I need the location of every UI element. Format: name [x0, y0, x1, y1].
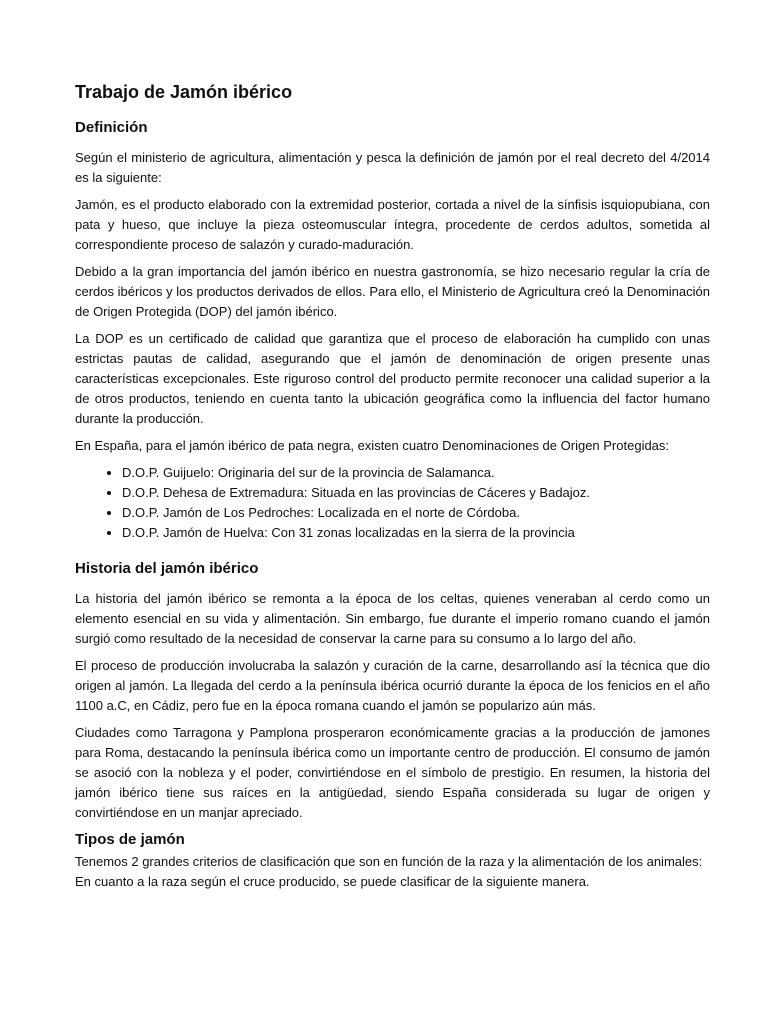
paragraph: Debido a la gran importancia del jamón ibérico en nuestra gastronomía, se hizo necesario regular la cría de cerdos ibéricos y los productos derivados de ellos. Para ello, el Ministerio de Agricultura creó la Denominación de Origen Protegida (DOP) del jamón ibérico.	[75, 264, 710, 319]
paragraph: La historia del jamón ibérico se remonta a la época de los celtas, quienes veneraban al cerdo como un elemento esencial en su vida y alimentación. Sin embargo, fue durante el imperio romano cuando el jamón surgió como resultado de la necesidad de conservar la carne para su consumo a lo largo del año.	[75, 591, 710, 646]
section-heading-historia: Historia del jamón ibérico	[75, 560, 259, 577]
dop-list	[75, 463, 710, 543]
document-title: Trabajo de Jamón ibérico	[75, 82, 293, 102]
list-item: • D.O.P. Jamón de Huelva: Con 31 zonas localizadas en la sierra de la provincia	[122, 523, 710, 543]
section-heading-tipos: Tipos de jamón	[75, 831, 185, 848]
paragraph: En cuanto a la raza según el cruce producido, se puede clasificar de la siguiente manera.	[75, 874, 590, 889]
paragraph: En España, para el jamón ibérico de pata negra, existen cuatro Denominaciones de Origen Protegidas:	[75, 438, 670, 453]
list-item: • D.O.P. Jamón de Los Pedroches: Localizada en el norte de Córdoba.	[122, 503, 710, 523]
list-item: • D.O.P. Guijuelo: Originaria del sur de la provincia de Salamanca.	[122, 463, 710, 483]
paragraph: Según el ministerio de agricultura, alimentación y pesca la definición de jamón por el real decreto del 4/2014 es la siguiente:	[75, 150, 710, 185]
paragraph: Ciudades como Tarragona y Pamplona prosperaron económicamente gracias a la producción de jamones para Roma, destacando la península ibérica como un importante centro de producción. El consumo de jamón se asoció con la nobleza y el poder, convirtiéndose en el símbolo de prestigio. En resumen, la historia del jamón ibérico tiene sus raíces en la antigüedad, siendo España considerada su lugar de origen y convirtiéndose en un manjar apreciado.	[75, 725, 710, 820]
paragraph: Tenemos 2 grandes criterios de clasificación que son en función de la raza y la alimentación de los animales:	[75, 854, 703, 869]
section-heading-definicion: Definición	[75, 119, 148, 136]
list-item: • D.O.P. Dehesa de Extremadura: Situada en las provincias de Cáceres y Badajoz.	[122, 483, 710, 503]
paragraph: La DOP es un certificado de calidad que garantiza que el proceso de elaboración ha cumplido con unas estrictas pautas de calidad, asegurando que el jamón de denominación de origen presente unas características excepcionales. Este riguroso control del producto permite reconocer una calidad superior a la de otros productos, teniendo en cuenta tanto la ubicación geográfica como la influencia del factor humano durante la producción.	[75, 331, 710, 426]
paragraph: Jamón, es el producto elaborado con la extremidad posterior, cortada a nivel de la sínfisis isquiopubiana, con pata y hueso, que incluye la pieza osteomuscular íntegra, procedente de cerdos adultos, sometida al correspondiente proceso de salazón y curado-maduración.	[75, 197, 710, 252]
paragraph: El proceso de producción involucraba la salazón y curación de la carne, desarrollando así la técnica que dio origen al jamón. La llegada del cerdo a la península ibérica ocurrió durante la época de los fenicios en el año 1100 a.C, en Cádiz, pero fue en la época romana cuando el jamón se popularizo aún más.	[75, 658, 710, 713]
